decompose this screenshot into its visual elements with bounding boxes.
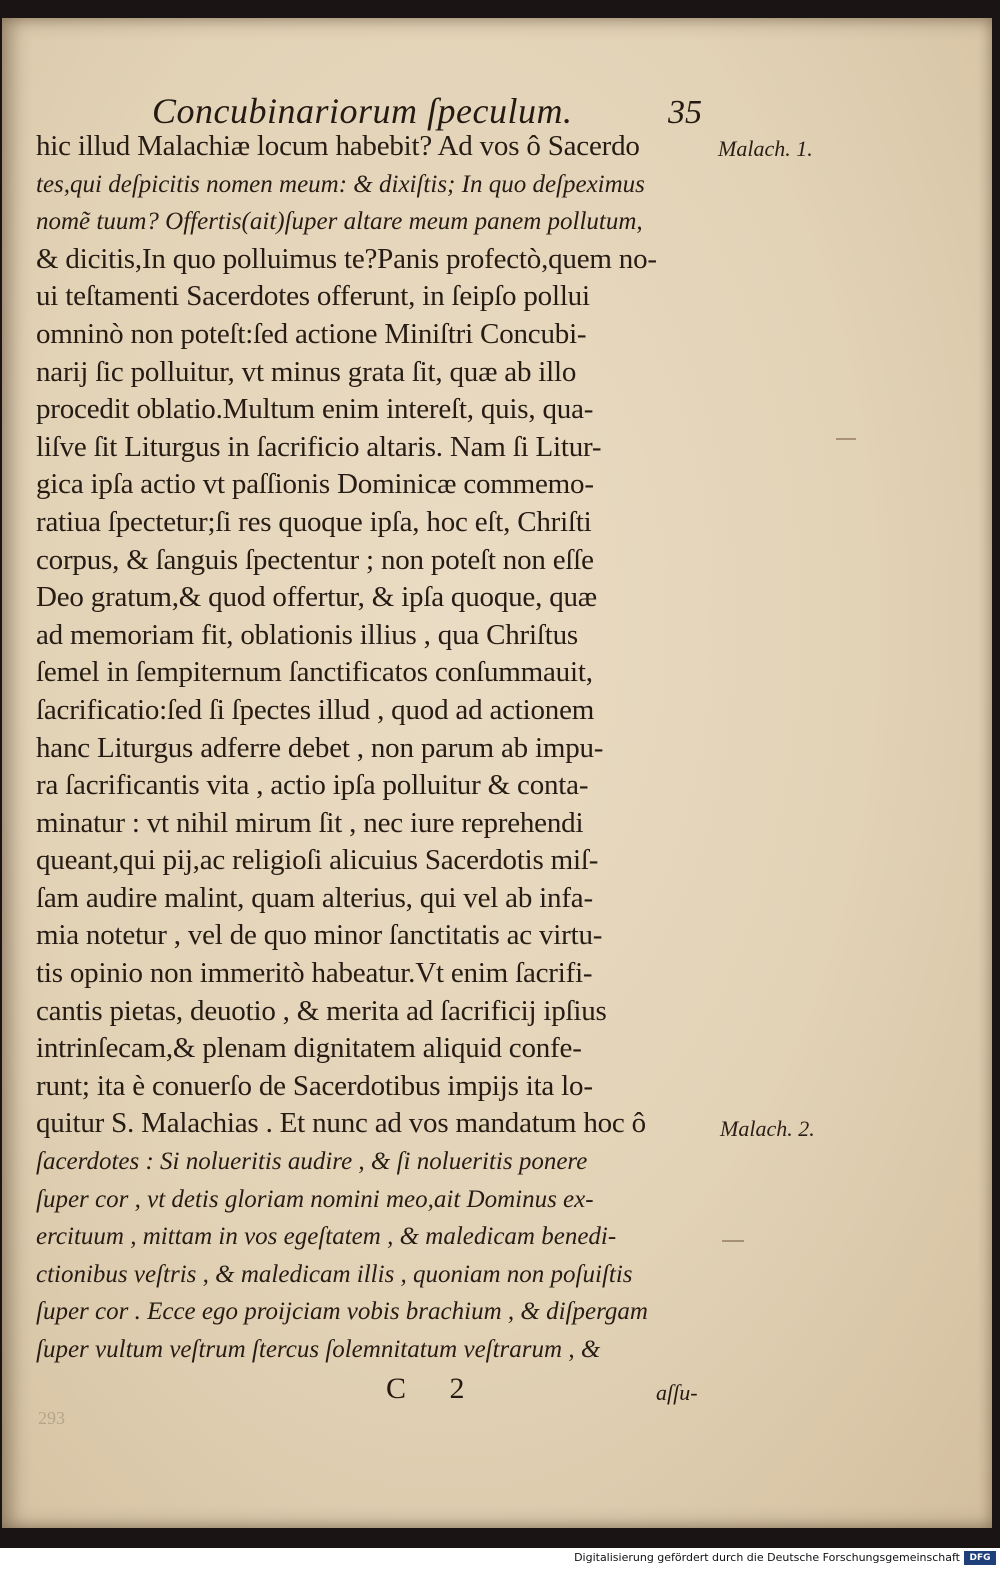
text-line: omninò non poteſt:ſed actione Miniſtri Concubi- bbox=[36, 317, 587, 350]
text-line: & dicitis,In quo polluimus te?Panis profectò,quem no- bbox=[36, 242, 657, 275]
faint-library-mark: 293 bbox=[38, 1408, 65, 1428]
text-line: ſemel in ſempiternum ſanctificatos conſummauit, bbox=[36, 656, 593, 689]
signature-mark: C 2 bbox=[386, 1372, 483, 1405]
text-line: ratiua ſpectetur;ſi res quoque ipſa, hoc eſt, Chriſti bbox=[36, 505, 592, 538]
text-line: hanc Liturgus adferre debet , non parum ab impu- bbox=[36, 731, 604, 764]
text-line: nomẽ tuum? Offertis(ait)ſuper altare meum panem pollutum, bbox=[36, 208, 643, 236]
text-line: runt; ita è conuerſo de Sacerdotibus impijs ita lo- bbox=[36, 1069, 593, 1102]
page-number: 35 bbox=[668, 94, 702, 131]
text-line: ra ſacrificantis vita , actio ipſa polluitur & conta- bbox=[36, 769, 589, 802]
text-line: narij ſic polluitur, vt minus grata ſit, quæ ab illo bbox=[36, 355, 577, 388]
margin-rule bbox=[722, 1240, 744, 1242]
text-line: minatur : vt nihil mirum ſit , nec iure reprehendi bbox=[36, 806, 584, 839]
dfg-logo-icon: DFG bbox=[964, 1551, 996, 1565]
margin-note-malach-1: Malach. 1. bbox=[718, 136, 813, 161]
text-line: ſacerdotes : Si nolueritis audire , & ſi nolueritis ponere bbox=[36, 1148, 588, 1176]
text-line: gica ipſa actio vt paſſionis Dominicæ commemo- bbox=[36, 468, 594, 501]
catchword: aſſu- bbox=[656, 1380, 698, 1405]
text-line: intrinſecam,& plenam dignitatem aliquid confe- bbox=[36, 1032, 582, 1065]
text-line: ſacrificatio:ſed ſi ſpectes illud , quod ad actionem bbox=[36, 693, 595, 726]
text-line: ſuper vultum veſtrum ſtercus ſolemnitatum veſtrarum , & bbox=[36, 1336, 601, 1363]
funding-credit: Digitalisierung gefördert durch die Deutsche Forschungsgemeinschaft bbox=[574, 1551, 960, 1564]
margin-note-malach-2: Malach. 2. bbox=[720, 1116, 815, 1141]
text-line: queant,qui pij,ac religioſi alicuius Sacerdotis miſ- bbox=[36, 844, 599, 877]
text-line: Deo gratum,& quod offertur, & ipſa quoque, quæ bbox=[36, 581, 597, 614]
text-line: quitur S. Malachias . Et nunc ad vos mandatum hoc ô bbox=[36, 1107, 646, 1140]
text-line: ſam audire malint, quam alterius, qui vel ab infa- bbox=[36, 881, 593, 914]
text-line: hic illud Malachiæ locum habebit? Ad vos ô Sacerdo bbox=[36, 130, 640, 162]
text-line: tes,qui deſpicitis nomen meum: & dixiſtis; In quo deſpeximus bbox=[36, 170, 645, 198]
text-line: mia notetur , vel de quo minor ſanctitatis ac virtu- bbox=[36, 919, 603, 952]
text-line: tis opinio non immeritò habeatur.Vt enim ſacrifi- bbox=[36, 957, 593, 990]
footer-bar bbox=[0, 1548, 1000, 1570]
text-line: procedit oblatio.Multum enim intereſt, quis, qua- bbox=[36, 393, 594, 426]
body-text bbox=[36, 128, 704, 1369]
margin-rule bbox=[836, 438, 856, 440]
text-line: ad memoriam fit, oblationis illius , qua Chriſtus bbox=[36, 618, 578, 651]
text-line: ui teſtamenti Sacerdotes offerunt, in ſeipſo pollui bbox=[36, 280, 590, 313]
book-page bbox=[2, 18, 992, 1528]
running-head: Concubinariorum ſpeculum. bbox=[152, 91, 573, 131]
text-line: ercituum , mittam in vos egeſtatem , & maledicam benedi- bbox=[36, 1223, 617, 1251]
text-line: liſve ſit Liturgus in ſacrificio altaris. Nam ſi Litur- bbox=[36, 430, 602, 463]
text-line: corpus, & ſanguis ſpectentur ; non poteſt non eſſe bbox=[36, 543, 594, 576]
text-line: ctionibus veſtris , & maledicam illis , quoniam non poſuiſtis bbox=[36, 1260, 633, 1288]
text-line: cantis pietas, deuotio , & merita ad ſacrificij ipſius bbox=[36, 994, 607, 1027]
text-line: ſuper cor . Ecce ego proijciam vobis brachium , & diſpergam bbox=[36, 1298, 648, 1326]
text-line: ſuper cor , vt detis gloriam nomini meo,ait Dominus ex- bbox=[36, 1185, 594, 1213]
